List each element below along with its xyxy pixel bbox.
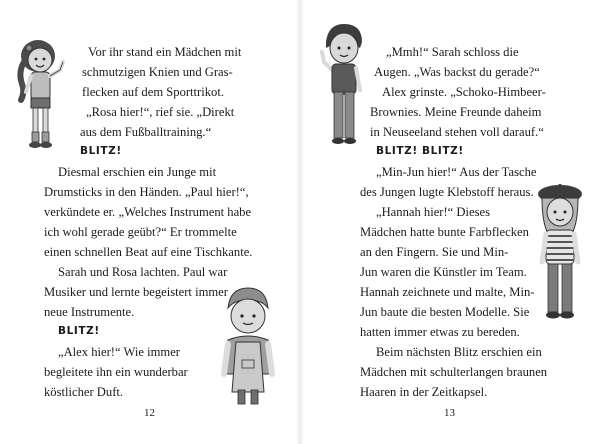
text-line: Brownies. Meine Freunde daheim [370,105,542,119]
text-line: Mädchen hatte bunte Farbflecken [360,225,529,239]
text-line: Beim nächsten Blitz erschien ein [376,345,542,359]
text-line: flecken auf dem Sporttrikot. [82,85,224,99]
text-line: neue Instrumente. [44,305,135,319]
text-line: köstlicher Duft. [44,385,124,399]
text-line: „Mmh!“ Sarah schloss die [386,45,519,59]
text-line: Drumsticks in den Händen. „Paul hier!“, [44,185,249,199]
text-line: Jun waren die Künstler im Team. [360,265,527,279]
text-line: Hannah zeichnete und malte, Min- [360,285,535,299]
text-line: Alex grinste. „Schoko-Himbeer- [382,85,546,99]
text-line: Musiker und lernte begeistert immer [44,285,228,299]
text-line: verkündete er. „Welches Instrument habe [44,205,252,219]
text-line: „Hannah hier!“ Dieses [376,205,490,219]
sound-effect: BLITZ! BLITZ! [376,145,464,157]
text-line: an den Fingern. Sie und Min- [360,245,509,259]
text-line: aus dem Fußballtraining.“ [80,125,212,139]
boy-with-apron-illustration [214,286,280,410]
sound-effect: BLITZ! [80,145,122,157]
girl-with-braid-illustration [10,36,68,154]
text-line: begleitete ihn ein wunderbar [44,365,188,379]
boy-waving-illustration [316,22,366,148]
text-line: „Alex hier!“ Wie immer [58,345,180,359]
text-line: Mädchen mit schulterlangen braunen [360,365,548,379]
text-line: „Min-Jun hier!“ Aus der Tasche [376,165,537,179]
text-line: Sarah und Rosa lachten. Paul war [58,265,228,279]
page-number: 12 [144,407,155,419]
text-line: Haaren in der Zeitkapsel. [360,385,488,399]
text-line: hatten immer etwas zu bereden. [360,325,520,339]
text-line: einen schnellen Beat auf eine Tischkante. [44,245,253,259]
text-line: „Rosa hier!“, rief sie. „Direkt [86,105,235,119]
sound-effect: BLITZ! [58,325,100,337]
right-page [300,0,600,444]
page-number: 13 [444,407,455,419]
text-line: Augen. „Was backst du gerade?“ [374,65,540,79]
text-line: in Neuseeland stehen voll darauf.“ [370,125,544,139]
text-line: des Jungen lugte Klebstoff heraus. [360,185,534,199]
text-line: ich wohl gerade geübt?“ Er trommelte [44,225,237,239]
text-line: schmutzigen Knien und Gras- [82,65,233,79]
text-line: Jun baute die besten Modelle. Sie [360,305,530,319]
girl-with-beret-illustration [534,184,588,322]
text-line: Vor ihr stand ein Mädchen mit [88,45,242,59]
text-line: Diesmal erschien ein Junge mit [58,165,217,179]
